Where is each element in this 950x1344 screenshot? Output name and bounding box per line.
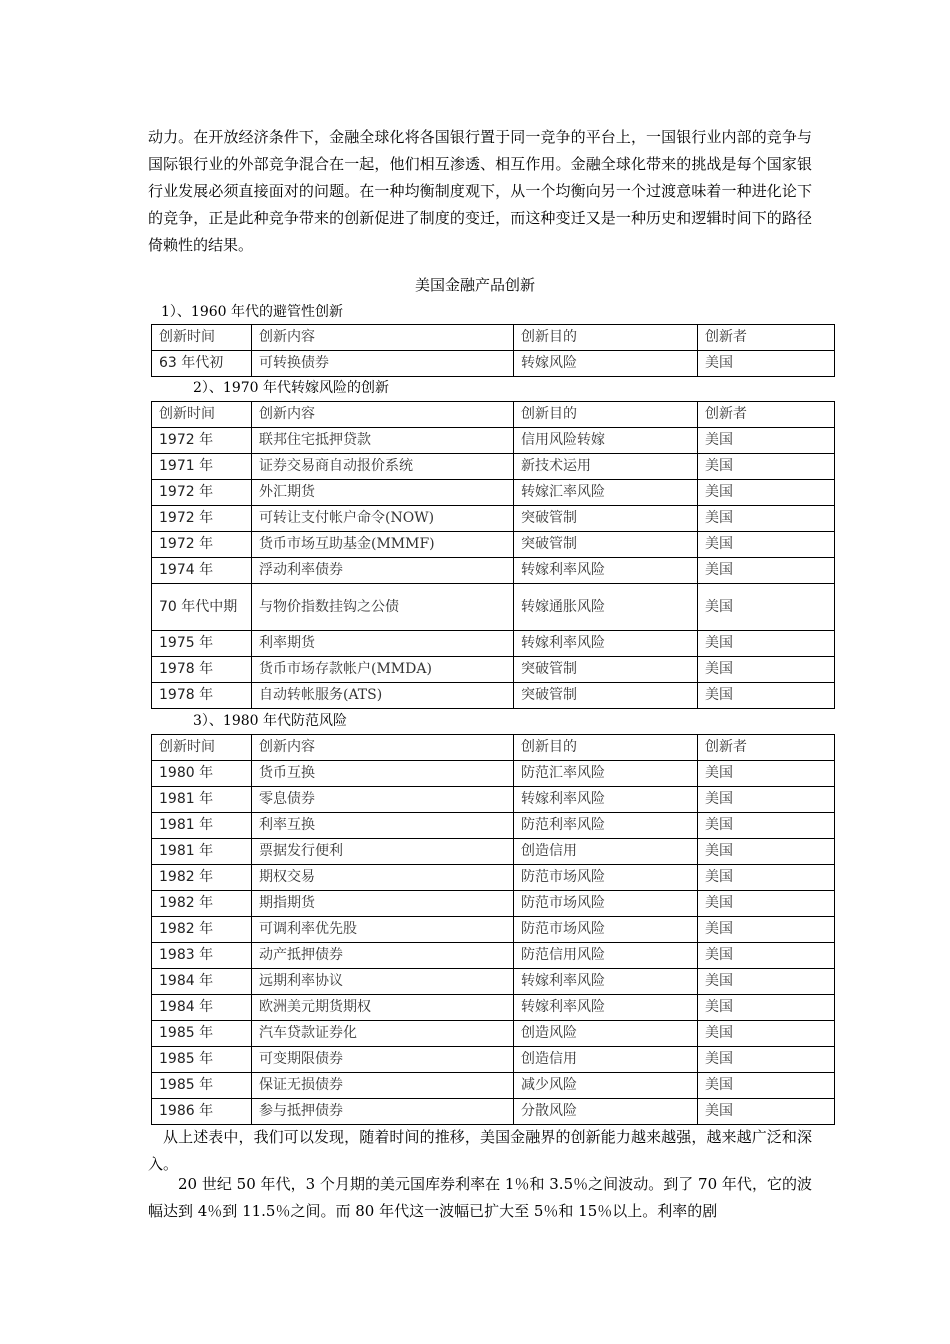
- table-row: [152, 1047, 835, 1073]
- cell-time: 1980 年: [152, 761, 252, 787]
- cell-time: 70 年代中期: [152, 584, 252, 631]
- table-1960s: [151, 324, 835, 377]
- cell-innovator: 美国: [698, 969, 835, 995]
- cell-content: 动产抵押债券: [252, 943, 514, 969]
- table-row: [152, 631, 835, 657]
- table-header-row: [152, 735, 835, 761]
- cell-time: 1978 年: [152, 683, 252, 709]
- header-content: 创新内容: [252, 402, 514, 428]
- cell-purpose: 防范市场风险: [514, 891, 698, 917]
- table-row: [152, 1073, 835, 1099]
- cell-time: 1972 年: [152, 506, 252, 532]
- section-heading-1970s: 2）、1970 年代转嫁风险的创新: [193, 380, 389, 396]
- cell-purpose: 防范市场风险: [514, 917, 698, 943]
- cell-time: 63 年代初: [152, 351, 252, 377]
- cell-content: 票据发行便利: [252, 839, 514, 865]
- cell-purpose: 防范信用风险: [514, 943, 698, 969]
- cell-content: 外汇期货: [252, 480, 514, 506]
- cell-innovator: 美国: [698, 428, 835, 454]
- table-title: 美国金融产品创新: [414, 276, 535, 294]
- header-time: 创新时间: [152, 402, 252, 428]
- cell-time: 1983 年: [152, 943, 252, 969]
- table-row: [152, 839, 835, 865]
- cell-purpose: 防范利率风险: [514, 813, 698, 839]
- cell-innovator: 美国: [698, 631, 835, 657]
- cell-purpose: 转嫁通胀风险: [514, 584, 698, 631]
- cell-innovator: 美国: [698, 584, 835, 631]
- cell-innovator: 美国: [698, 839, 835, 865]
- cell-content: 期指期货: [252, 891, 514, 917]
- cell-purpose: 分散风险: [514, 1099, 698, 1125]
- cell-content: 汽车贷款证券化: [252, 1021, 514, 1047]
- cell-innovator: 美国: [698, 480, 835, 506]
- cell-content: 远期利率协议: [252, 969, 514, 995]
- cell-content: 证券交易商自动报价系统: [252, 454, 514, 480]
- cell-time: 1972 年: [152, 480, 252, 506]
- table-row: [152, 969, 835, 995]
- table-1980s: [151, 734, 835, 1125]
- cell-innovator: 美国: [698, 865, 835, 891]
- cell-innovator: 美国: [698, 891, 835, 917]
- cell-innovator: 美国: [698, 943, 835, 969]
- cell-innovator: 美国: [698, 995, 835, 1021]
- table-header-row: [152, 325, 835, 351]
- cell-time: 1972 年: [152, 428, 252, 454]
- cell-purpose: 新技术运用: [514, 454, 698, 480]
- cell-innovator: 美国: [698, 1073, 835, 1099]
- cell-time: 1984 年: [152, 995, 252, 1021]
- cell-purpose: 防范市场风险: [514, 865, 698, 891]
- cell-innovator: 美国: [698, 1021, 835, 1047]
- cell-content: 货币市场存款帐户(MMDA): [252, 657, 514, 683]
- table-row: [152, 558, 835, 584]
- cell-innovator: 美国: [698, 917, 835, 943]
- header-innovator: 创新者: [698, 325, 835, 351]
- cell-time: 1981 年: [152, 813, 252, 839]
- table-row: [152, 891, 835, 917]
- table-row: [152, 506, 835, 532]
- cell-purpose: 突破管制: [514, 683, 698, 709]
- cell-time: 1978 年: [152, 657, 252, 683]
- cell-innovator: 美国: [698, 532, 835, 558]
- cell-content: 货币市场互助基金(MMMF): [252, 532, 514, 558]
- table-row: [152, 761, 835, 787]
- header-purpose: 创新目的: [514, 735, 698, 761]
- section-heading-1980s: 3）、1980 年代防范风险: [193, 713, 347, 729]
- table-row: [152, 683, 835, 709]
- cell-innovator: 美国: [698, 761, 835, 787]
- header-purpose: 创新目的: [514, 325, 698, 351]
- cell-content: 联邦住宅抵押贷款: [252, 428, 514, 454]
- cell-innovator: 美国: [698, 1047, 835, 1073]
- header-content: 创新内容: [252, 735, 514, 761]
- table-row: [152, 813, 835, 839]
- cell-time: 1986 年: [152, 1099, 252, 1125]
- cell-content: 保证无损债券: [252, 1073, 514, 1099]
- table-row: [152, 584, 835, 631]
- table-row: [152, 657, 835, 683]
- cell-purpose: 转嫁风险: [514, 351, 698, 377]
- cell-content: 零息债券: [252, 787, 514, 813]
- table-row: [152, 1099, 835, 1125]
- table-row: [152, 995, 835, 1021]
- header-time: 创新时间: [152, 735, 252, 761]
- interest-rate-paragraph: 20 世纪 50 年代，3 个月期的美元国库券利率在 1％和 3.5％之间波动。到了 70 年代，它的波幅达到 4％到 11.5％之间。而 80 年代这一波幅已扩大至 5％和 15％以上。利率的剧: [148, 1175, 812, 1220]
- table-row: [152, 428, 835, 454]
- header-innovator: 创新者: [698, 402, 835, 428]
- table-header-row: [152, 402, 835, 428]
- cell-purpose: 创造信用: [514, 839, 698, 865]
- cell-purpose: 突破管制: [514, 532, 698, 558]
- cell-content: 参与抵押债券: [252, 1099, 514, 1125]
- cell-time: 1985 年: [152, 1021, 252, 1047]
- cell-time: 1982 年: [152, 891, 252, 917]
- cell-purpose: 转嫁利率风险: [514, 969, 698, 995]
- cell-content: 利率互换: [252, 813, 514, 839]
- cell-time: 1981 年: [152, 839, 252, 865]
- table-row: [152, 532, 835, 558]
- table-row: [152, 1021, 835, 1047]
- cell-innovator: 美国: [698, 506, 835, 532]
- section-heading-1960s: 1）、1960 年代的避管性创新: [161, 304, 343, 320]
- header-content: 创新内容: [252, 325, 514, 351]
- cell-content: 欧洲美元期货期权: [252, 995, 514, 1021]
- cell-time: 1974 年: [152, 558, 252, 584]
- cell-purpose: 转嫁利率风险: [514, 631, 698, 657]
- cell-innovator: 美国: [698, 657, 835, 683]
- cell-innovator: 美国: [698, 558, 835, 584]
- table-row: [152, 454, 835, 480]
- cell-time: 1982 年: [152, 917, 252, 943]
- cell-purpose: 突破管制: [514, 506, 698, 532]
- header-innovator: 创新者: [698, 735, 835, 761]
- cell-content: 期权交易: [252, 865, 514, 891]
- cell-purpose: 突破管制: [514, 657, 698, 683]
- cell-time: 1972 年: [152, 532, 252, 558]
- cell-purpose: 转嫁利率风险: [514, 787, 698, 813]
- cell-time: 1982 年: [152, 865, 252, 891]
- intro-paragraph: 动力。在开放经济条件下，金融全球化将各国银行置于同一竞争的平台上，一国银行业内部的竞争与国际银行业的外部竞争混合在一起，他们相互渗透、相互作用。金融全球化带来的挑战是每个国家银行业发展必须直接面对的问题。在一种均衡制度观下，从一个均衡向另一个过渡意味着一种进化论下的竞争，正是此种竞争带来的创新促进了制度的变迁，而这种变迁又是一种历史和逻辑时间下的路径倚赖性的结果。: [148, 128, 812, 254]
- cell-innovator: 美国: [698, 813, 835, 839]
- cell-content: 利率期货: [252, 631, 514, 657]
- cell-purpose: 转嫁汇率风险: [514, 480, 698, 506]
- table-row: [152, 943, 835, 969]
- header-time: 创新时间: [152, 325, 252, 351]
- cell-purpose: 创造风险: [514, 1021, 698, 1047]
- cell-purpose: 创造信用: [514, 1047, 698, 1073]
- conclusion-paragraph: 从上述表中，我们可以发现，随着时间的推移，美国金融界的创新能力越来越强，越来越广泛和深入。: [148, 1128, 812, 1173]
- cell-purpose: 转嫁利率风险: [514, 995, 698, 1021]
- cell-content: 可调利率优先股: [252, 917, 514, 943]
- cell-purpose: 减少风险: [514, 1073, 698, 1099]
- cell-content: 浮动利率债券: [252, 558, 514, 584]
- table-row: [152, 351, 835, 377]
- cell-content: 自动转帐服务(ATS): [252, 683, 514, 709]
- header-purpose: 创新目的: [514, 402, 698, 428]
- cell-purpose: 信用风险转嫁: [514, 428, 698, 454]
- cell-content: 可变期限债券: [252, 1047, 514, 1073]
- cell-time: 1985 年: [152, 1047, 252, 1073]
- cell-content: 与物价指数挂钩之公债: [252, 584, 514, 631]
- cell-innovator: 美国: [698, 351, 835, 377]
- table-row: [152, 480, 835, 506]
- cell-innovator: 美国: [698, 787, 835, 813]
- table-1970s: [151, 401, 835, 709]
- cell-time: 1981 年: [152, 787, 252, 813]
- cell-time: 1975 年: [152, 631, 252, 657]
- cell-innovator: 美国: [698, 1099, 835, 1125]
- cell-time: 1971 年: [152, 454, 252, 480]
- cell-content: 可转让支付帐户命令(NOW): [252, 506, 514, 532]
- table-row: [152, 917, 835, 943]
- cell-content: 可转换债券: [252, 351, 514, 377]
- table-row: [152, 787, 835, 813]
- cell-content: 货币互换: [252, 761, 514, 787]
- cell-purpose: 转嫁利率风险: [514, 558, 698, 584]
- cell-time: 1984 年: [152, 969, 252, 995]
- cell-innovator: 美国: [698, 454, 835, 480]
- table-row: [152, 865, 835, 891]
- cell-innovator: 美国: [698, 683, 835, 709]
- cell-purpose: 防范汇率风险: [514, 761, 698, 787]
- cell-time: 1985 年: [152, 1073, 252, 1099]
